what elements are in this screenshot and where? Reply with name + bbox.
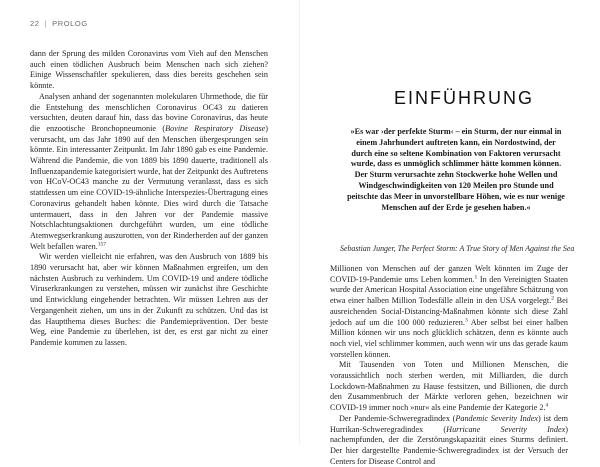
paragraph-text: Aber selbst bei einer halben Million können wir uns noch glücklich schätzen, denn es könnte auch noch viel, viel schlimmer kommen, auch wenn wir uns das gerade kaum vorstellen können. [330,317,568,359]
footnote-reference: 157 [97,240,107,247]
running-head-separator: | [44,19,48,28]
paragraph-text: In den Vereinigten Staaten wurde der American Hospital Association eine ungefähre Schätzung von etwa einer halben Million Todesfälle allein in den USA vorgelegt. [330,274,568,306]
paragraph-text: ) ist dem Hurrikan-Schweregradindex ( [330,413,568,434]
footnote-reference: 1 [474,273,478,280]
footnote-reference: 4 [545,402,549,409]
page-number: 22 [30,19,40,28]
body-paragraph [330,414,568,467]
paragraph-text: ) verursacht, um das Jahr 1890 auf den Menschen übergesprungen sein könnte. Ein interessanter Zeitpunkt. Im Jahr 1890 gab es eine Pandemie. Während die Pandemie, die von 1889 bis 1890 dauerte, traditionell als Influenzapandemie kategorisiert wurde, hat der Zeitpunkt des Auftretens von HCoV-OC43 manche zu der Vermutung veranlasst, dass es sich stattdessen um eine COVID-19-ähnliche Interspezies-Übertragung eines Coronavirus gehandelt haben könnte. Dies wird durch die Tatsache untermauert, dass in den Jahren vor der Pandemie massive Notschlachtungsaktionen durchgeführt wurden, um eine tödliche Atemwegserkrankung auszurotten, von der Rinderherden auf der ganzen Welt befallen waren. [30,123,269,251]
paragraph-text: dann der Sprung des milden Coronavirus vom Vieh auf den Menschen auch einen tödlichen Ausbruch beim Menschen nach sich ziehen? Einige Wissenschaftler spekulieren, dass dies bereits geschehen sein könnte. [30,49,268,91]
paragraph-text: Wir werden vielleicht nie erfahren, was den Ausbruch von 1889 bis 1890 verursacht hat, aber wir können Maßnahmen ergreifen, um den nächsten Ausbruch zu verhindern. Um COVID-19 und andere tödliche Viruserkrankungen zu verstehen, müssen wir zunächst ihre Geschichte und Entwicklung eingehender betrachten. Wir müssen Lehren aus der Vergangenheit ziehen, um uns in der Zukunft zu schützen. Und das ist das Hauptthema dieses Buches: die Pandemieprävention. Der beste Weg, eine Pandemie zu überleben, ist der, es erst gar nicht zu einer Pandemie kommen zu lassen. [30,252,268,347]
chapter-title: EINFÜHRUNG [394,88,534,108]
running-head-title: PROLOG [52,19,88,28]
body-paragraph [30,92,268,253]
footnote-reference: 3 [464,316,468,323]
epigraph-quote: »Es war ›der perfekte Sturm‹ – ein Sturm, der nur einmal in einem Jahrhundert auftreten kann, ein Nordostwind, der durch eine so seltene Kombination von Faktoren verursacht wurde, dass es unmöglich schlimmer hätte kommen können. Der Sturm verursachte zehn Stockwerke hohe Wellen und Windgeschwindigkeiten von 120 Meilen pro Stunde und peitschte das Meer in unvorstellbare Höhen, wie es nur wenige Menschen auf der Erde je gesehen haben.« [347,127,565,212]
paragraph-text: Pandemic Severity Index [455,413,539,423]
paragraph-text: Mit Tausenden von Toten und Millionen Menschen, die voraussichtlich noch sterben werden, mit Milliarden, die durch Lockdown-Maßnahmen zu Hause festsitzen, und Billionen, die durch den Zusammenbruch der Märkte verloren gehen, bezeichnen wir COVID-19 immer noch »nur« als eine Pandemie der Kategorie 2. [330,360,568,413]
paragraph-text: Bei ausreichenden Social-Distancing-Maßnahmen könnte sich diese Zahl jedoch auf um die 100 000 reduzieren. [330,296,568,327]
body-paragraph [30,49,268,92]
paragraph-text: Der Pandemie-Schweregradindex ( [339,413,456,423]
footnote-reference: 2 [551,295,554,302]
right-page [300,0,600,466]
body-paragraph [330,264,568,360]
left-body-text [30,49,268,349]
body-paragraph [30,252,268,348]
body-paragraph [330,360,568,414]
paragraph-text: Hurricane Severity Index [446,424,566,434]
epigraph-attribution: Sebastian Junger, The Perfect Storm: A True Story of Men Against the Sea [340,244,575,253]
paragraph-text: Millionen von Menschen auf der ganzen Welt könnten im Zuge der COVID-19-Pandemie ums Leben kommen. [330,264,568,284]
running-head [30,19,88,28]
paragraph-text: Bovine Respiratory Disease [165,123,266,133]
paragraph-text: Analysen anhand der sogenannten molekularen Uhrmethode, die für die Entstehung des menschlichen Coronavirus OC43 zu datieren versuchten, deuten darauf hin, dass das bovine Coronavirus, das heute die enzootische Bronchopneumonie ( [30,91,268,133]
paragraph-text: ) nachempfunden, der die Zerstörungskapazität eines Sturms definiert. Der hier dargestellte Pandemie-Schweregradindex ist der Versuch der Centers for Disease Control and [330,424,568,466]
right-body-text [330,264,568,467]
left-page [0,0,300,445]
